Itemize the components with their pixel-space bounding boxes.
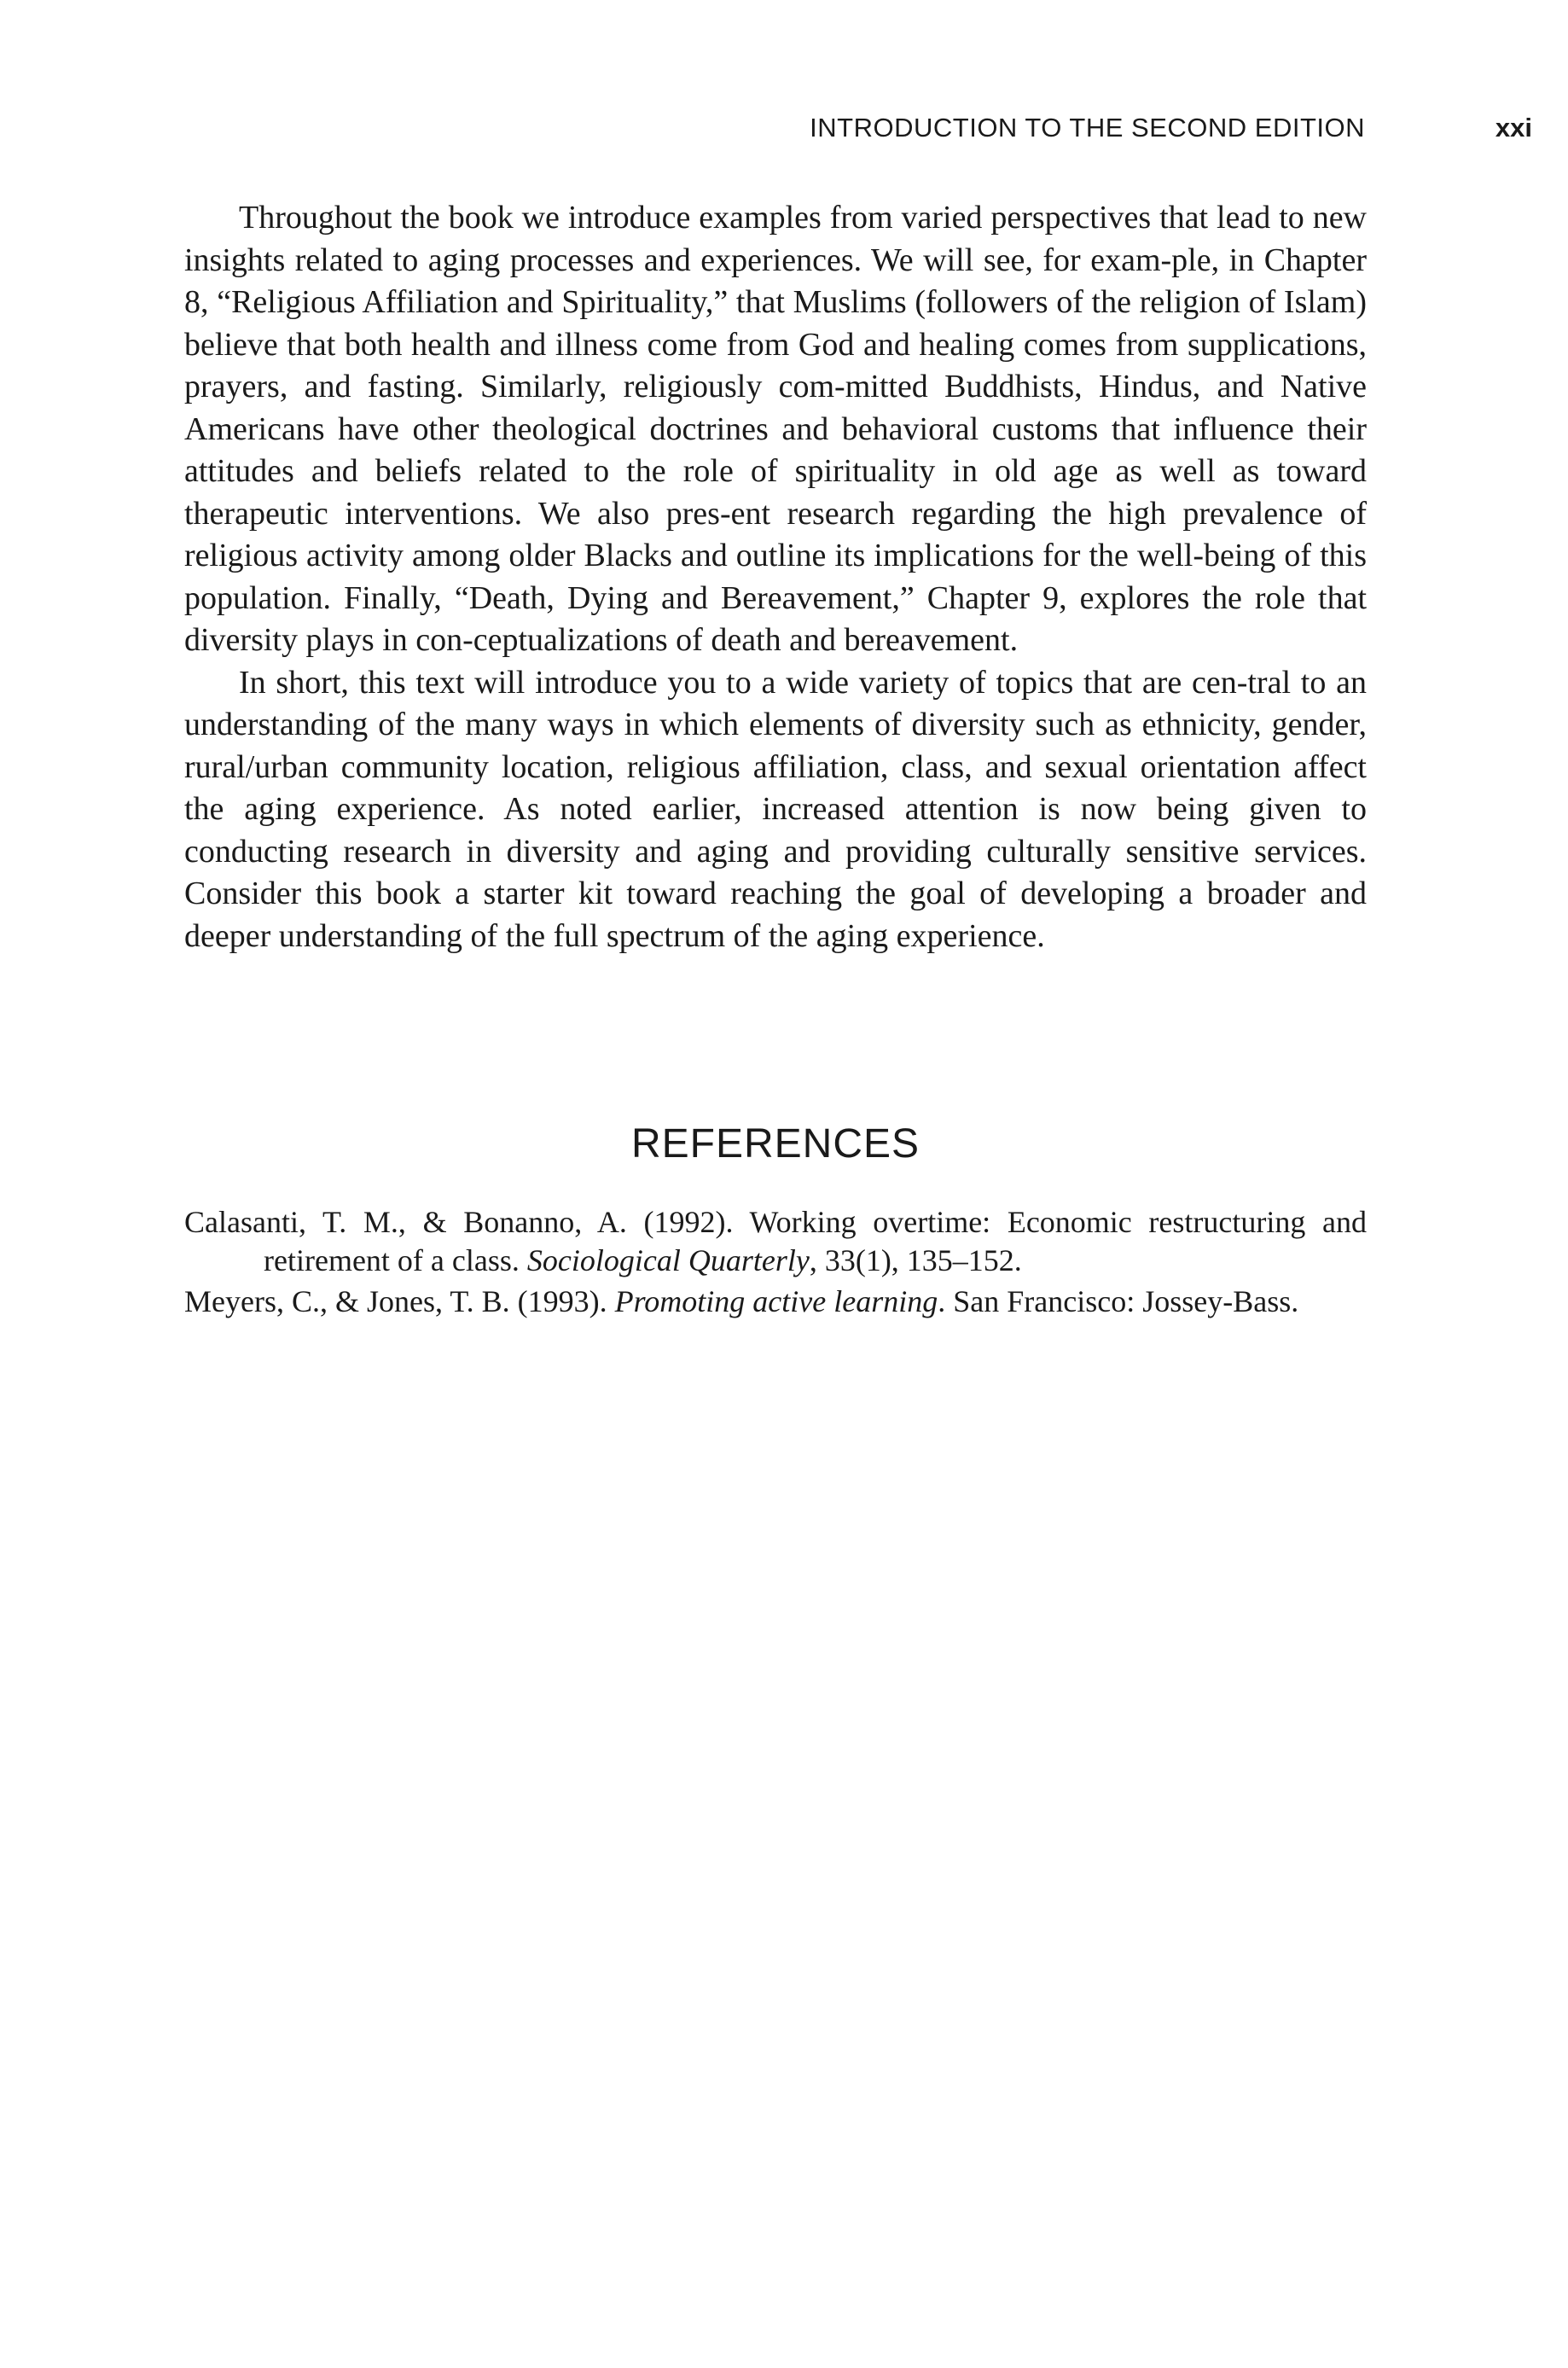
reference-2-title: Promoting active learning — [614, 1284, 938, 1318]
reference-1-journal: Sociological Quarterly — [526, 1243, 810, 1277]
references-heading: REFERENCES — [630, 1121, 920, 1167]
reference-2-details: . San Francisco: Jossey-Bass. — [938, 1284, 1299, 1318]
reference-item-1 — [184, 1203, 1367, 1280]
reference-2-authors: Meyers, C., & Jones, T. B. (1993). — [184, 1284, 615, 1318]
paragraph-1: Throughout the book we introduce examples from varied perspectives that lead to new insights related to aging processes and experiences. We will see, for exam-ple, in Chapter 8, “Religious Affiliation and Spirituality,” that Muslims (followers of the religion of Islam) believe that both health and illness come from God and healing comes from supplications, prayers, and fasting. Similarly, religiously com-mitted Buddhists, Hindus, and Native Americans have other theological doctrines and behavioral customs that influence their attitudes and beliefs related to the role of spirituality in old age as well as toward therapeutic interventions. We also pres-ent research regarding the high prevalence of religious activity among older Blacks and outline its implications for the well-being of this population. Finally, “Death, Dying and Bereavement,” Chapter 9, explores the role that diversity plays in con-ceptualizations of death and bereavement. — [184, 200, 1367, 658]
reference-item-2 — [184, 1283, 1367, 1321]
paragraph-2: In short, this text will introduce you to a wide variety of topics that are cen-tral to an understanding of the many ways in which elements of diversity such as ethnicity, gender, rural/urban community location, religious affiliation, class, and sexual orientation affect the aging experience. As noted earlier, increased attention is now being given to conducting research in diversity and aging and providing culturally sensitive services. Consider this book a starter kit toward reaching the goal of developing a broader and deeper understanding of the full spectrum of the aging experience. — [184, 664, 1367, 954]
page-number: xxi — [1495, 113, 1532, 143]
body-text — [184, 197, 1367, 957]
reference-1-details: , 33(1), 135–152. — [809, 1243, 1022, 1277]
reference-list — [184, 1203, 1367, 1324]
running-head — [0, 113, 1568, 147]
running-title: INTRODUCTION TO THE SECOND EDITION — [810, 113, 1365, 143]
reference-1-authors: Calasanti, T. M., & Bonanno, A. (1992). Working overtime: Economic restructuring and retirement of a class. — [184, 1205, 1367, 1277]
